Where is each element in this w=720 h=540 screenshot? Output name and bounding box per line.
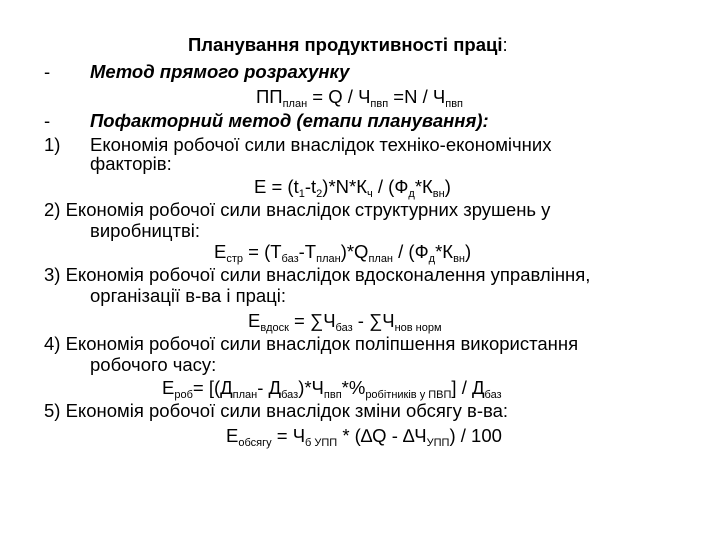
item-1-marker: 1) — [44, 134, 61, 155]
item-5-text: 5) Економія робочої сили внаслідок зміни обсягу в-ва: — [44, 400, 509, 421]
item-3-line2: організації в-ва і праці: — [90, 285, 287, 306]
item-3-formula: $Е_{вдоск} = \sum Ч_{баз} - \sum Ч_{нов норм}$ — [248, 310, 442, 334]
slide-title — [188, 34, 508, 56]
item-1-formula: $Е = (t_1-t_2)*N*К_ч / (Ф_д*К_{вн})$ — [254, 176, 451, 200]
item-2-line2: виробництві: — [90, 220, 201, 241]
method-2-name: Пофакторний метод (етапи планування): — [90, 110, 489, 131]
item-2-text: 2) Економія робочої сили внаслідок структурних зрушень у — [44, 199, 551, 220]
formula-direct: $ПП_{план} = Q / Ч_{пвп} =N / Ч_{пвп}$ — [256, 86, 463, 110]
item-1-line2: факторів: — [90, 153, 172, 174]
method-2-marker: - — [44, 110, 51, 131]
method-1-name: Метод прямого розрахунку — [90, 61, 350, 82]
item-5-formula: $Е_{обсягу} = Ч_{б УПП} * (\Delta Q - \Delta Ч_{УПП}) / 100$ — [226, 425, 502, 449]
method-1-marker: - — [44, 61, 51, 82]
item-2-formula: $Е_{стр} = (Т_{баз}-Т_{план})*Q_{план} / (Ф_д*К_{вн})$ — [214, 241, 472, 265]
item-3-text: 3) Економія робочої сили внаслідок вдосконалення управління, — [44, 264, 591, 285]
title-text: Планування продуктивності праці — [188, 34, 503, 55]
title-colon: : — [502, 34, 508, 55]
item-4-formula: $Е_{роб}= [(Д_{план}-$ $Д_{баз})*Ч_{пвп}*\%_{робітників у ПВП}] / Д_{баз}$ — [162, 377, 502, 401]
item-4-line2: робочого часу: — [90, 354, 217, 375]
item-4-text: 4) Економія робочої сили внаслідок поліпшення використання — [44, 333, 579, 354]
item-1-line1: Економія робочої сили внаслідок техніко-економічних — [90, 134, 552, 155]
